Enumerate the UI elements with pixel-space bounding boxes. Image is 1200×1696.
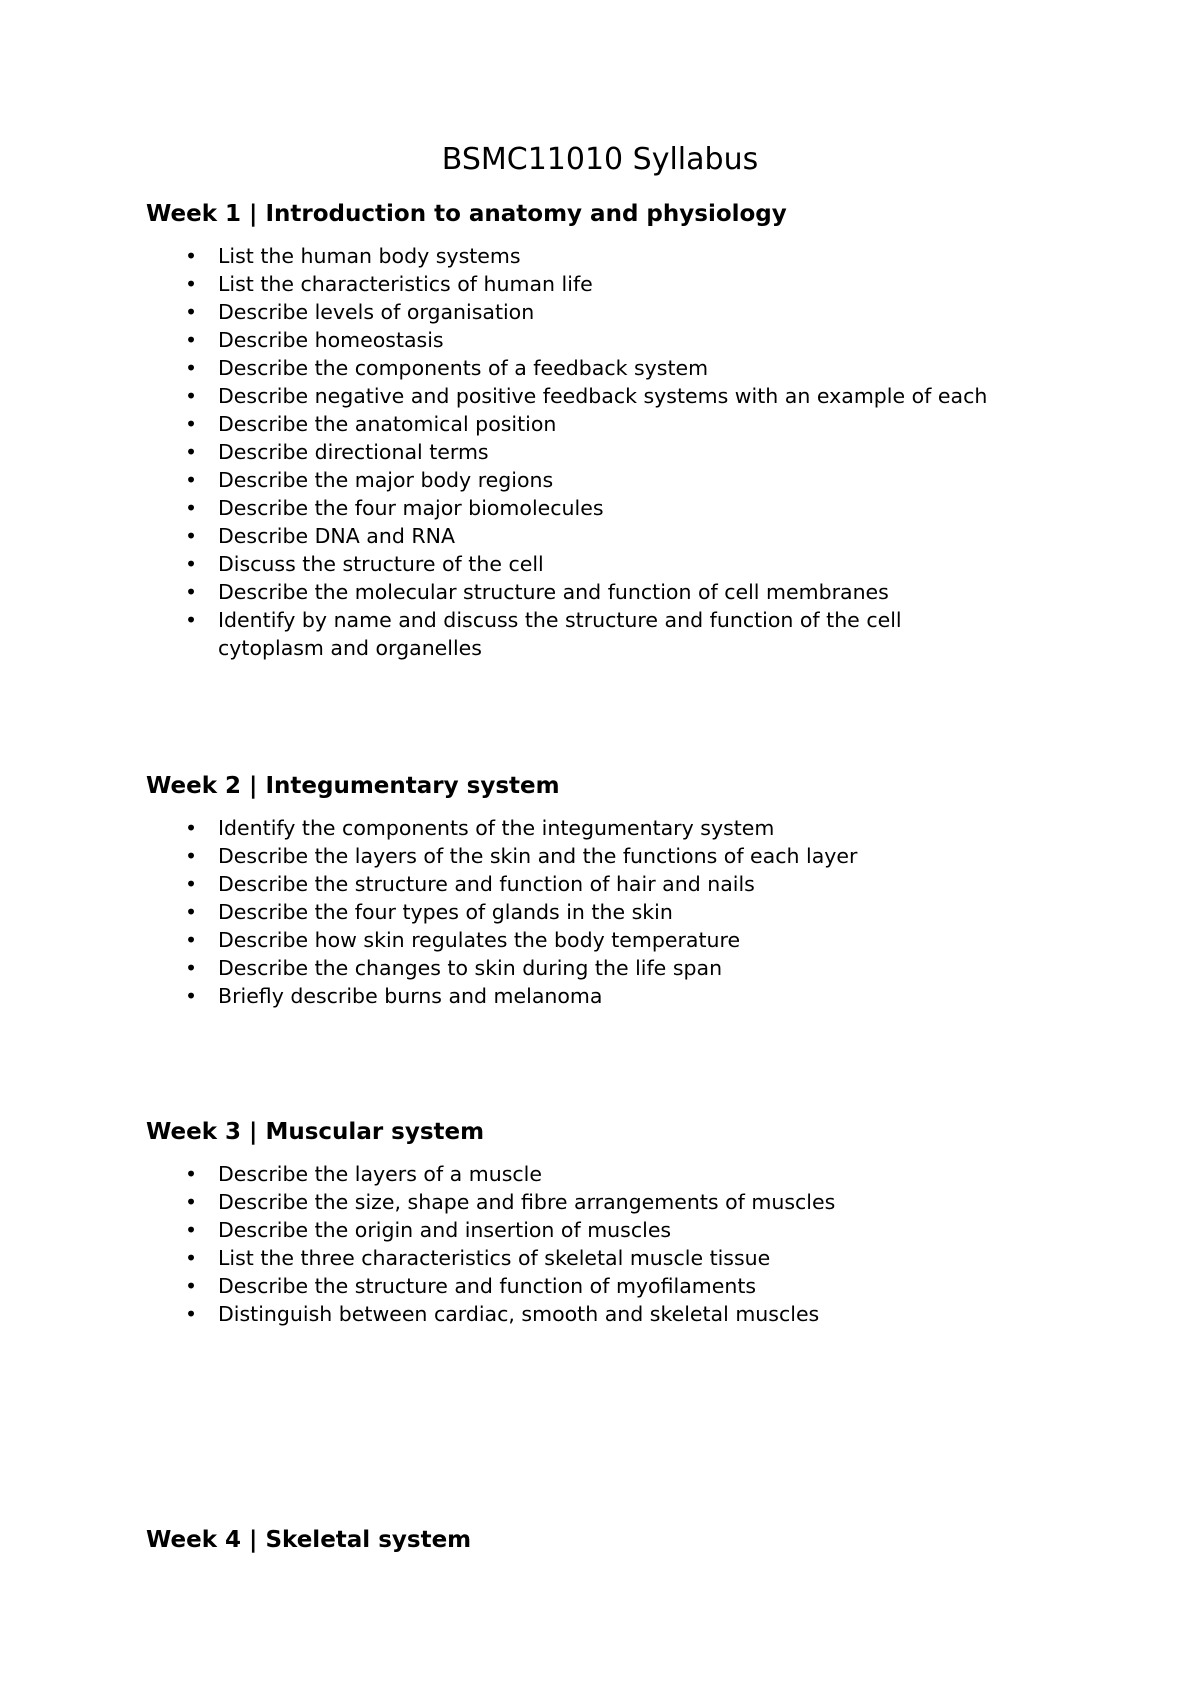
list-item-text: Describe the size, shape and fibre arrangements of muscles [218,1190,836,1214]
bullet-icon: • [184,1190,198,1214]
list-item-text: Distinguish between cardiac, smooth and skeletal muscles [218,1302,820,1326]
bullet-icon: • [184,928,198,952]
list-item [146,494,1086,522]
list-item-text: Describe the components of a feedback system [218,356,709,380]
list-item-text: Identify by name and discuss the structure and function of the cell cytoplasm and organelles [218,608,902,660]
week-4-heading: Week 4 | Skeletal system [146,1527,472,1553]
list-item [146,270,1086,298]
list-item [146,1188,1086,1216]
list-item-text: Describe homeostasis [218,328,444,352]
bullet-icon: • [184,984,198,1008]
list-item-text: Discuss the structure of the cell [218,552,544,576]
document-title: BSMC11010 Syllabus [441,142,759,177]
week-3-heading: Week 3 | Muscular system [146,1119,485,1145]
list-item-text: Describe DNA and RNA [218,524,455,548]
list-item [146,382,1086,410]
week-4-section [146,1524,1086,1568]
bullet-icon: • [184,580,198,604]
list-item [146,354,1086,382]
list-item [146,550,1086,578]
list-item-text: Describe negative and positive feedback systems with an example of each [218,384,988,408]
list-item [146,606,1086,662]
list-item-text: Describe the changes to skin during the life span [218,956,723,980]
list-item-text: Identify the components of the integumentary system [218,816,775,840]
list-item [146,466,1086,494]
week-1-heading: Week 1 | Introduction to anatomy and physiology [146,201,787,227]
list-item-text: Briefly describe burns and melanoma [218,984,603,1008]
bullet-icon: • [184,872,198,896]
list-item [146,926,1086,954]
list-item [146,1300,1086,1328]
week-1-objectives-list [146,242,1086,662]
list-item-text: Describe the structure and function of hair and nails [218,872,755,896]
bullet-icon: • [184,300,198,324]
bullet-icon: • [184,272,198,296]
week-2-heading: Week 2 | Integumentary system [146,773,560,799]
list-item [146,438,1086,466]
bullet-icon: • [184,552,198,576]
list-item-text: Describe the origin and insertion of muscles [218,1218,672,1242]
bullet-icon: • [184,608,198,632]
list-item [146,1216,1086,1244]
list-item [146,410,1086,438]
list-item [146,578,1086,606]
bullet-icon: • [184,1246,198,1270]
list-item-text: List the three characteristics of skeletal muscle tissue [218,1246,771,1270]
list-item [146,982,1086,1010]
bullet-icon: • [184,844,198,868]
bullet-icon: • [184,356,198,380]
week-2-objectives-list [146,814,1086,1010]
list-item-text: Describe the layers of the skin and the functions of each layer [218,844,858,868]
list-item [146,842,1086,870]
list-item-text: Describe the structure and function of myofilaments [218,1274,757,1298]
list-item-text: Describe the layers of a muscle [218,1162,542,1186]
list-item-text: Describe the four types of glands in the skin [218,900,673,924]
week-1-section [146,198,1086,662]
list-item [146,1160,1086,1188]
list-item [146,242,1086,270]
list-item [146,326,1086,354]
bullet-icon: • [184,900,198,924]
list-item-text: Describe levels of organisation [218,300,535,324]
bullet-icon: • [184,1274,198,1298]
bullet-icon: • [184,384,198,408]
bullet-icon: • [184,468,198,492]
list-item-text: Describe the anatomical position [218,412,557,436]
bullet-icon: • [184,412,198,436]
list-item [146,522,1086,550]
list-item [146,814,1086,842]
list-item-text: Describe the molecular structure and function of cell membranes [218,580,889,604]
bullet-icon: • [184,244,198,268]
bullet-icon: • [184,956,198,980]
list-item [146,1244,1086,1272]
bullet-icon: • [184,1162,198,1186]
bullet-icon: • [184,496,198,520]
bullet-icon: • [184,440,198,464]
list-item-text: Describe the four major biomolecules [218,496,604,520]
list-item [146,898,1086,926]
list-item [146,1272,1086,1300]
list-item-text: Describe the major body regions [218,468,554,492]
bullet-icon: • [184,1302,198,1326]
week-3-section [146,1116,1086,1328]
list-item [146,870,1086,898]
list-item-text: List the human body systems [218,244,521,268]
list-item [146,298,1086,326]
week-2-section [146,770,1086,1010]
list-item-text: Describe how skin regulates the body temperature [218,928,741,952]
bullet-icon: • [184,816,198,840]
bullet-icon: • [184,328,198,352]
list-item-text: Describe directional terms [218,440,489,464]
bullet-icon: • [184,524,198,548]
list-item [146,954,1086,982]
list-item-text: List the characteristics of human life [218,272,593,296]
bullet-icon: • [184,1218,198,1242]
week-3-objectives-list [146,1160,1086,1328]
